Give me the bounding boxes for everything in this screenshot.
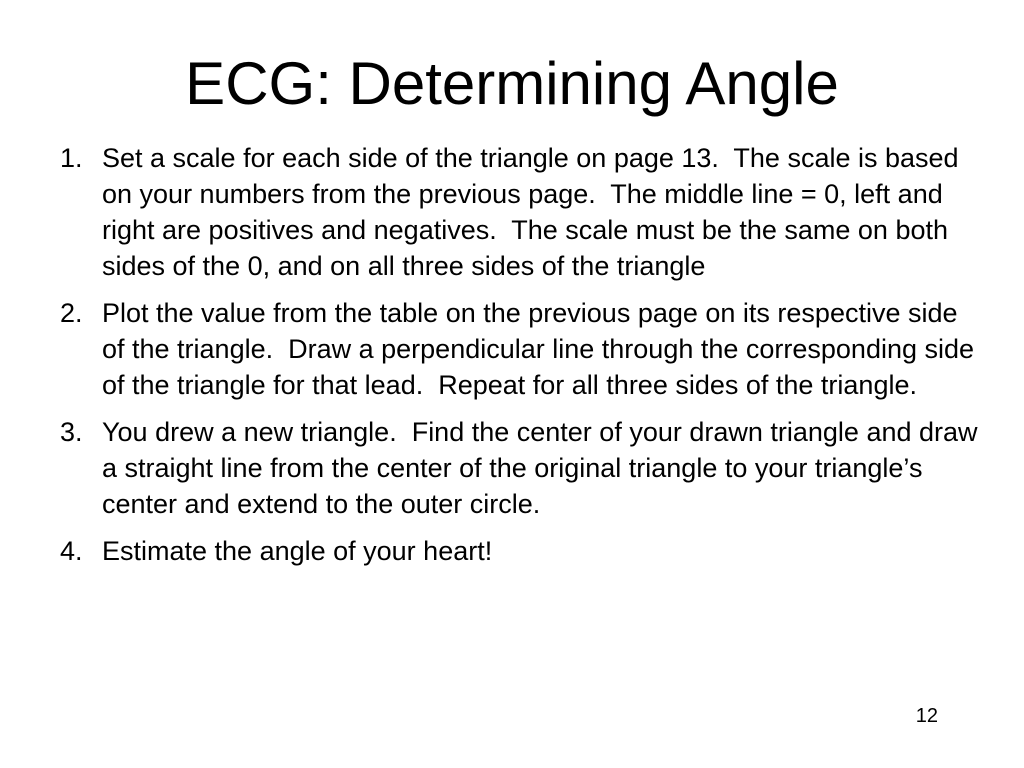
step-item-1 [60,140,980,284]
step-number: 2. [60,298,83,328]
step-item-4 [60,533,980,569]
step-text: Estimate the angle of your heart! [102,536,493,566]
slide-title: ECG: Determining Angle [185,50,839,117]
step-text: Set a scale for each side of the triangle on page 13. The scale is based on your numbers from the previous page. The middle line = 0, left and right are positives and negatives. The scale must be the same on both sides of the 0, and on all three sides of the triangle [102,143,967,281]
step-number: 4. [60,536,83,566]
step-text: Plot the value from the table on the previous page on its respective side of the triangle. Draw a perpendicular line through the corresponding side of the triangle for that lead. Repeat for all three sides of the triangle. [102,298,982,400]
slide-page-number: 12 [915,705,938,727]
step-text: You drew a new triangle. Find the center of your drawn triangle and draw a straight line from the center of the original triangle to your triangle’s center and extend to the outer circle. [102,417,986,519]
step-item-2 [60,295,980,403]
step-item-3 [60,414,986,522]
step-number: 3. [60,417,83,447]
step-number: 1. [60,143,83,173]
step-list [60,140,986,580]
